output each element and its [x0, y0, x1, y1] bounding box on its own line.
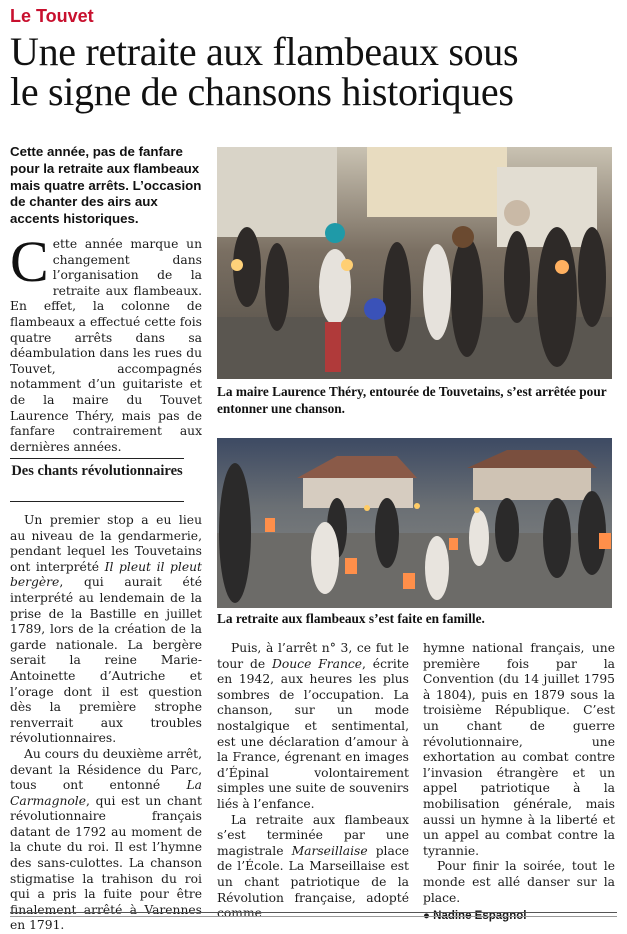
- headline-line-1: Une retraite aux flambeaux sous: [10, 29, 519, 74]
- text-run: , qui est un chant révolutionnaire français datant de 1792 au moment de la chute du roi. Il est l’hymne des sans-culottes. La chanson stigmatise la trahison du roi qui a pris la fuite pour être finalement arrêté à Varennes en 1791.: [10, 793, 202, 933]
- headline: [10, 29, 620, 114]
- photo-mayor-singing: [217, 147, 612, 379]
- photo-mayor-singing-image: [217, 147, 612, 379]
- song-title: Douce France: [272, 656, 363, 671]
- paragraph-second-stop: [10, 747, 202, 934]
- paragraph-first-stop: [10, 513, 202, 747]
- text-run: Puis, à l’arrêt n° 3, ce fut le tour de: [217, 641, 409, 671]
- footer-rule-secondary: [10, 916, 617, 917]
- column-1-body: [10, 513, 202, 934]
- text-run: , écrite en 1942, aux heures les plus sombres de l’occupation. La chanson, sur un mode nostalgique et sentimental, est une déclaration d’amour à la France, égrenant en images d’Épinal volontairement simples une suite de souvenirs liés à l’enfance.: [217, 656, 409, 811]
- drop-cap: C: [10, 229, 49, 294]
- song-title: La Carmagnole: [10, 778, 202, 808]
- footer-rule: [10, 912, 617, 913]
- subheading: Des chants révolutionnaires: [11, 463, 183, 479]
- text-run: Au cours du deuxième arrêt, devant la Résidence du Parc, tous ont entonné: [10, 746, 202, 793]
- subhead-rule-bottom: [10, 501, 184, 502]
- intro-text: ette année marque un changement dans l’organisation de la retraite aux flambeaux. En effet, la colonne de flambeaux a effectué cette fois quatre arrêts dans sa déambulation dans les rues du Touvet, accompagnés notamment d’un guitariste et de la maire du Touvet Laurence Théry, mais pas de fanfare contrairement aux dernières années.: [10, 237, 202, 454]
- paragraph-third-stop: [217, 641, 409, 813]
- paragraph-anthem: hymne national français, une première fois par la Convention (du 14 juillet 1795 à 1804), puis en 1879 sous la troisième République. C’est un chant de guerre révolutionnaire, une exhortation au combat contre l’invasion étrangère et un appel patriotique à la mobilisation générale, mais aussi un hymne à la liberté et un appel au combat contre la tyrannie.: [423, 641, 615, 858]
- text-run: place de l’École. La Marseillaise est un chant patriotique de la Révolution française, adopté comme: [217, 843, 409, 921]
- photo-caption-1: La maire Laurence Théry, entourée de Touvetains, s’est arrêtée pour entonner une chanson.: [217, 384, 607, 416]
- column-2-body: [217, 641, 409, 922]
- paragraph-marseillaise: [217, 813, 409, 922]
- photo-family-procession: [217, 438, 612, 608]
- lead-paragraph: Cette année, pas de fanfare pour la retraite aux flambeaux mais quatre arrêts. L’occasion de chanter des airs aux accents historiques.: [10, 144, 202, 227]
- author-byline: ● Nadine Espagnol: [423, 910, 527, 923]
- text-run: , qui aurait été interprété au lendemain de la prise de la Bastille en juillet 1789, lors de la création de la garde nationale. La bergère serait la reine Marie-Antoinette d’Autriche et l’orage dont il est question dès la première strophe renverrait aux troubles révolutionnaires.: [10, 575, 202, 746]
- text-run: La retraite aux flambeaux s’est terminée par une magistrale: [217, 812, 409, 858]
- intro-paragraph: [10, 229, 202, 455]
- song-title: Il pleut il pleut bergère: [10, 559, 202, 590]
- headline-line-2: le signe de chansons historiques: [10, 69, 514, 114]
- photo-caption-2: La retraite aux flambeaux s’est faite en famille.: [217, 611, 485, 626]
- section-kicker: Le Touvet: [10, 6, 94, 26]
- paragraph-closing: Pour finir la soirée, tout le monde est allé danser sur la place.: [423, 859, 615, 905]
- photo-family-procession-image: [217, 438, 612, 608]
- song-title: Marseillaise: [291, 843, 368, 858]
- text-run: Un premier stop a eu lieu au niveau de la gendarmerie, pendant lequel les Touvetains ont interprété: [10, 513, 202, 574]
- column-3-body: [423, 641, 615, 922]
- subhead-rule-top: [10, 458, 184, 459]
